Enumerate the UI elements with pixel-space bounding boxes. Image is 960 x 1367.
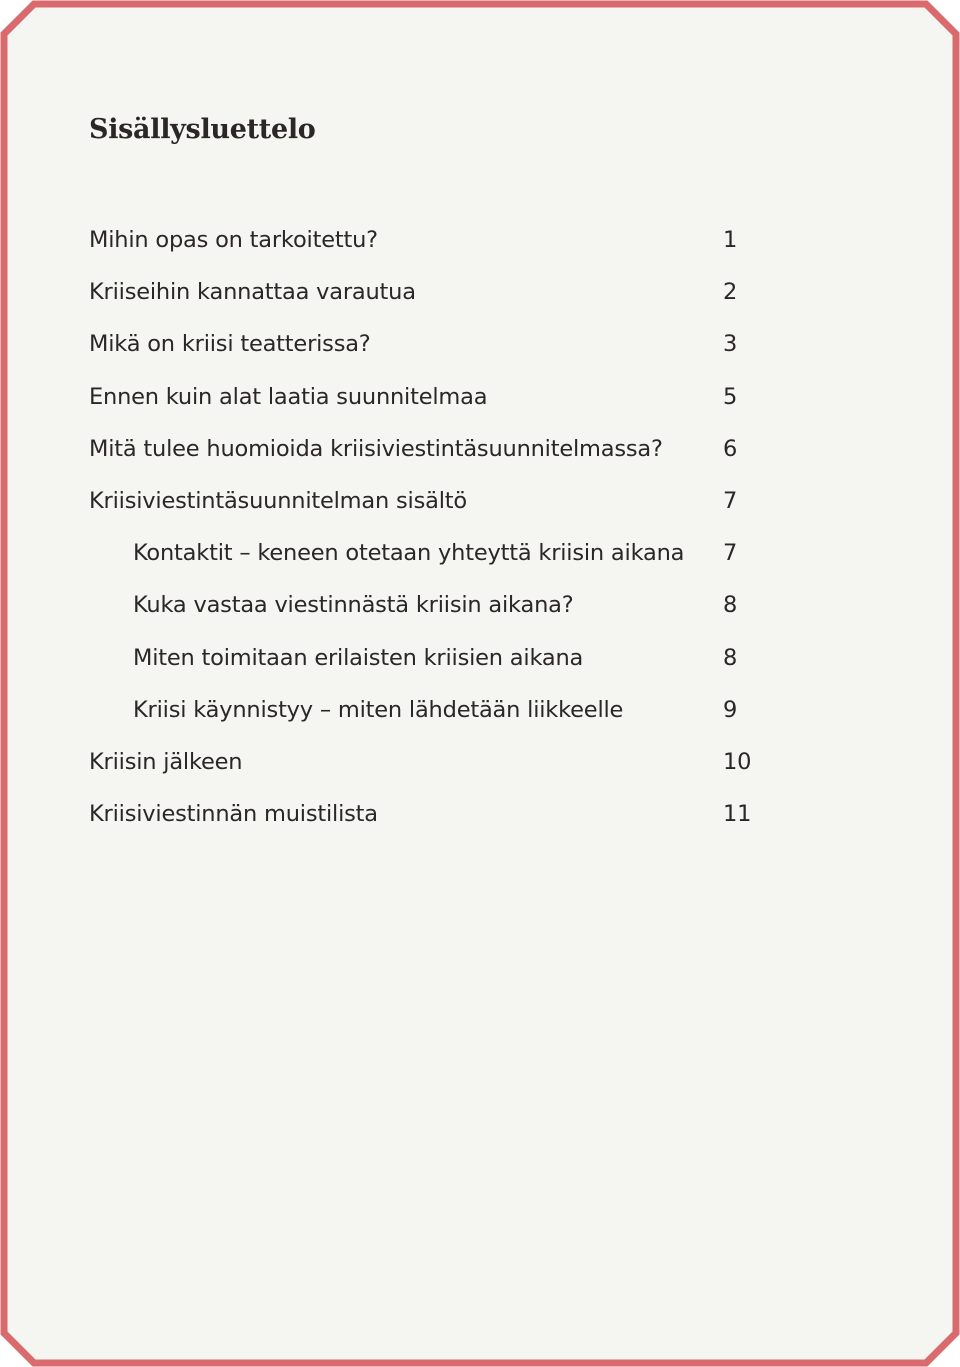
toc-entry-page-number: 9: [723, 696, 738, 723]
toc-entry[interactable]: [0, 788, 960, 840]
toc-entry[interactable]: [0, 736, 960, 788]
toc-entry-page-number: 1: [723, 227, 738, 253]
toc-entry-title: Mikä on kriisi teatterissa?: [89, 331, 371, 358]
toc-entry-page-number: 6: [723, 435, 738, 462]
toc-entry-page-number: 8: [723, 644, 738, 671]
toc-subentry[interactable]: [0, 684, 960, 736]
toc-entry-title: Kuka vastaa viestinnästä kriisin aikana?: [133, 592, 574, 619]
toc-entry-page-number: 2: [723, 279, 738, 306]
toc-entry[interactable]: [0, 318, 960, 370]
toc-entry[interactable]: [0, 371, 960, 423]
toc-entry-page-number: 10: [723, 748, 752, 775]
toc-list: [0, 214, 960, 840]
toc-entry-page-number: 3: [723, 331, 738, 358]
toc-entry-page-number: 8: [723, 592, 738, 619]
toc-entry-page-number: 5: [723, 383, 738, 410]
toc-subentry[interactable]: [0, 632, 960, 684]
toc-entry-title: Kontaktit – keneen otetaan yhteyttä kriisin aikana: [133, 540, 685, 567]
toc-subentry[interactable]: [0, 527, 960, 579]
toc-entry-title: Kriisin jälkeen: [89, 748, 243, 775]
toc-entry[interactable]: [0, 475, 960, 527]
toc-entry[interactable]: [0, 423, 960, 475]
toc-entry-title: Ennen kuin alat laatia suunnitelmaa: [89, 383, 488, 410]
page-title: Sisällysluettelo: [89, 114, 316, 145]
toc-entry-title: Kriisiviestinnän muistilista: [89, 801, 378, 828]
toc-entry-title: Kriisiviestintäsuunnitelman sisältö: [89, 487, 467, 514]
toc-entry-title: Kriisi käynnistyy – miten lähdetään liikkeelle: [133, 696, 624, 723]
toc-entry[interactable]: [0, 214, 960, 266]
toc-entry-title: Kriiseihin kannattaa varautua: [89, 279, 416, 306]
toc-subentry[interactable]: [0, 579, 960, 631]
toc-entry[interactable]: [0, 266, 960, 318]
toc-entry-page-number: 7: [723, 487, 738, 514]
toc-entry-page-number: 11: [723, 801, 752, 828]
toc-entry-page-number: 7: [723, 540, 738, 567]
toc-entry-title: Miten toimitaan erilaisten kriisien aikana: [133, 644, 584, 671]
toc-entry-title: Mitä tulee huomioida kriisiviestintäsuunnitelmassa?: [89, 435, 663, 462]
toc-entry-title: Mihin opas on tarkoitettu?: [89, 227, 378, 253]
